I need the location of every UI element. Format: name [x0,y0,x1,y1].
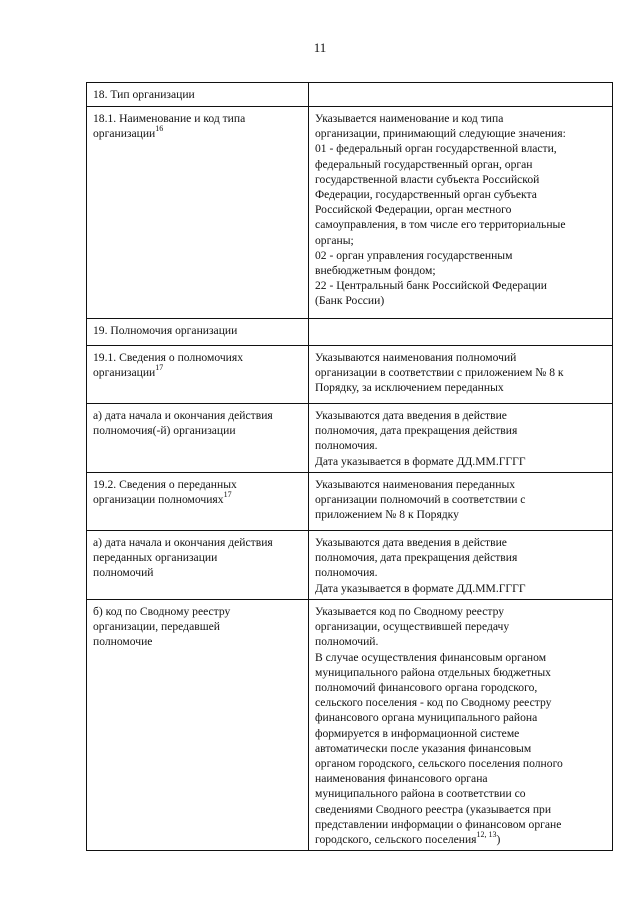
field-name-line: организации полномочиях [93,493,224,507]
field-name-line: 19.1. Сведения о полномочиях [93,351,244,364]
table-row [87,404,613,473]
field-name-line: 18. Тип организации [93,88,195,101]
description-line: В случае осуществления финансовым органом [315,650,547,664]
description-line: сведениями Сводного реестра (указывается при [315,802,552,816]
footnote-ref: 17 [155,363,164,373]
description-line: Указывается наименование и код типа [315,112,504,125]
page-number: 11 [313,40,327,55]
description-line: полномочия. [315,566,378,580]
description-line: 22 - Центральный банк Российской Федерации [315,279,547,293]
description-cell [309,319,613,346]
description-line: Указывается код по Сводному реестру [315,605,505,618]
field-name-line: 19. Полномочия организации [93,324,238,337]
description-line: Указываются наименования полномочий [315,351,517,364]
description-line: Российской Федерации, орган местного [315,203,512,217]
description-line: полномочий. [315,635,379,649]
table-row [87,83,613,107]
table-row [87,319,613,346]
description-line: Указываются дата введения в действие [315,409,507,422]
description-line: городского, сельского поселения [315,833,477,847]
description-line: полномочия. [315,439,378,453]
description-cell [309,531,613,600]
field-name-line: полномочия(-й) организации [93,424,236,438]
description-line: представлении информации о финансовом органе [315,817,562,831]
table-row [87,107,613,319]
description-line: Федерации, государственный орган субъекта [315,188,537,202]
description-line: финансового органа муниципального района [315,711,538,725]
field-name-cell [87,531,309,600]
description-line: органы; [315,233,354,247]
field-name-cell [87,473,309,531]
footnote-ref: 12, 13 [476,830,497,840]
description-line: полномочия, дата прекращения действия [315,551,518,565]
description-line: Указываются дата введения в действие [315,536,507,549]
field-name-line: б) код по Сводному реестру [93,605,231,618]
field-name-line: 18.1. Наименование и код типа [93,112,246,125]
description-line: полномочия, дата прекращения действия [315,424,518,438]
field-name-line: организации, передавшей [93,620,220,634]
description-line: органом городского, сельского поселения полного [315,757,563,771]
description-line: муниципального района отдельных бюджетных [315,665,551,679]
description-line: Порядку, за исключением переданных [315,381,504,395]
footnote-ref: 17 [223,490,232,500]
field-name-cell [87,83,309,107]
description-cell [309,107,613,319]
field-name-line: а) дата начала и окончания действия [93,409,273,422]
description-cell [309,83,613,107]
field-name-cell [87,600,309,851]
closing-parenthesis: ) [496,833,501,847]
description-line: 01 - федеральный орган государственной власти, [315,142,557,156]
description-line: государственной власти субъекта Российской [315,172,540,186]
description-line: организации, принимающий следующие значения: [315,127,566,141]
footnote-ref: 16 [155,124,164,134]
description-line: наименования финансового органа [315,772,488,786]
description-line: муниципального района в соответствии со [315,787,526,801]
description-line: формируется в информационной системе [315,726,520,740]
field-name-cell [87,319,309,346]
field-name-cell [87,404,309,473]
table-row [87,473,613,531]
description-line: сельского поселения - код по Сводному реестру [315,696,552,710]
field-name-line: а) дата начала и окончания действия [93,536,273,549]
field-name-line: организации [93,366,156,380]
field-name-line: полномочие [93,635,153,649]
description-line: самоуправления, в том числе его территориальные [315,218,566,232]
description-cell [309,600,613,851]
requirements-table [86,82,613,851]
description-cell [309,473,613,531]
table-row [87,346,613,404]
description-line: полномочий финансового органа городского, [315,681,538,695]
field-name-line: переданных организации [93,551,218,565]
description-cell [309,346,613,404]
field-name-line: организации [93,127,156,141]
description-line: (Банк России) [315,294,385,308]
field-name-cell [87,107,309,319]
description-line: автоматически после указания финансовым [315,741,532,755]
description-line: приложением № 8 к Порядку [315,508,459,522]
description-line: Указываются наименования переданных [315,478,516,491]
field-name-line: 19.2. Сведения о переданных [93,478,237,491]
description-line: организации в соответствии с приложением № 8 к [315,366,564,380]
description-line: Дата указывается в формате ДД.ММ.ГГГГ [315,581,526,595]
description-line: Дата указывается в формате ДД.ММ.ГГГГ [315,454,526,468]
description-line: организации полномочий в соответствии с [315,493,526,507]
description-line: 02 - орган управления государственным [315,248,513,262]
description-cell [309,404,613,473]
description-line: организации, осуществившей передачу [315,620,510,634]
description-line: внебюджетным фондом; [315,264,436,278]
table-row [87,531,613,600]
field-name-line: полномочий [93,566,154,580]
table-row [87,600,613,851]
description-line: федеральный государственный орган, орган [315,157,533,171]
field-name-cell [87,346,309,404]
